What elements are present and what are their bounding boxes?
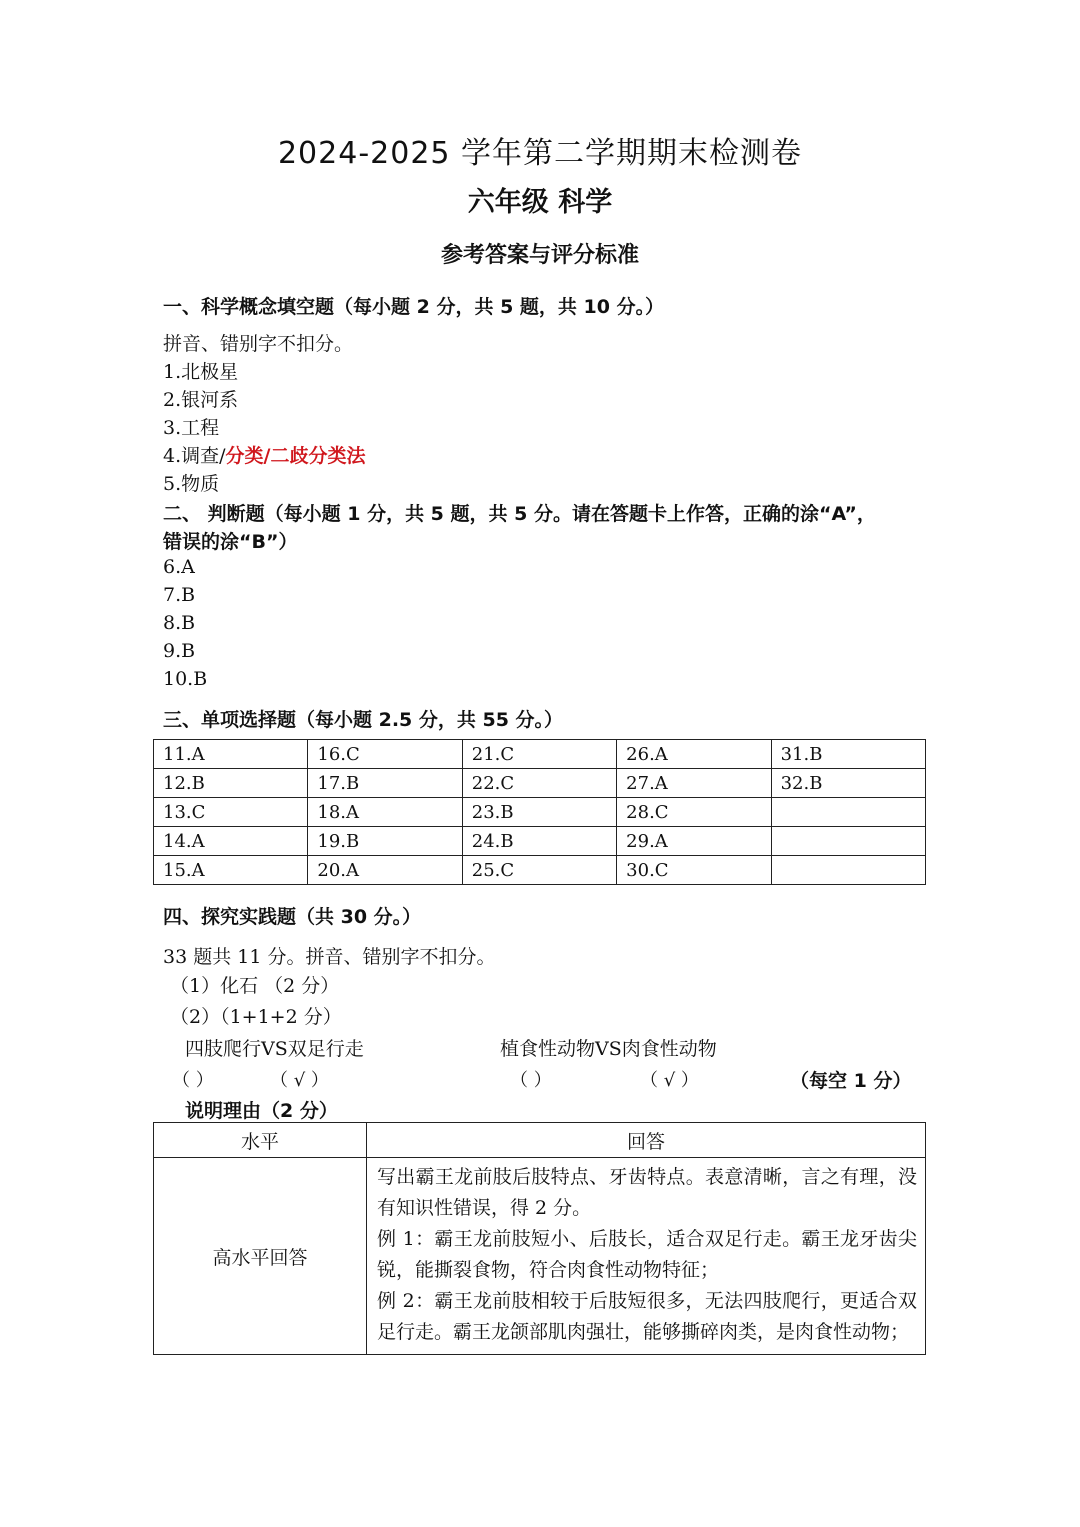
answer-10: 10.B [163,668,208,690]
table-cell [771,798,925,827]
table-cell: 23.B [462,798,616,827]
table-cell: 27.A [617,769,771,798]
table-cell: 16.C [308,740,462,769]
table-cell: 26.A [617,740,771,769]
answer-2: 2.银河系 [163,389,239,411]
table-cell: 19.B [308,827,462,856]
table-cell: 17.B [308,769,462,798]
answer-4-text: 4.调查/ [163,445,226,467]
left-choice-b: （ √ ） [270,1070,329,1091]
section2-heading: 二、 判断题（每小题 1 分，共 5 题，共 5 分。请在答题卡上作答，正确的涂“A”， [163,503,876,525]
table-cell: 20.A [308,856,462,885]
table-cell [771,827,925,856]
answer-8: 8.B [163,612,196,634]
answer-3: 3.工程 [163,417,220,439]
section4-heading: 四、探究实践题（共 30 分。） [163,906,422,928]
table-cell [771,856,925,885]
choice-answer-table [153,739,926,885]
compare-right-label: 植食性动物VS肉食性动物 [500,1038,717,1060]
answer-4-highlight: 分类/二歧分类法 [225,445,366,467]
page-title: 2024-2025 学年第二学期期末检测卷 [277,136,803,171]
answer-6: 6.A [163,556,195,578]
table-header-row [154,1123,926,1158]
column-header-level: 水平 [154,1123,367,1158]
table-cell: 21.C [462,740,616,769]
answer-1: 1.北极星 [163,361,239,383]
answer-7: 7.B [163,584,196,606]
column-header-answer: 回答 [367,1123,926,1158]
table-cell: 30.C [617,856,771,885]
right-choice-b: （ √ ） [640,1070,699,1091]
rubric-example-2: 例 2：霸王龙前肢相较于后肢短很多，无法四肢爬行，更适合双足行走。霸王龙颌部肌肉强壮，能够撕碎肉类，是肉食性动物； [377,1290,917,1343]
left-choice-a: （ ） [172,1070,214,1091]
compare-left-label: 四肢爬行VS双足行走 [185,1038,364,1060]
table-cell: 25.C [462,856,616,885]
table-cell: 11.A [154,740,308,769]
table-cell: 28.C [617,798,771,827]
table-cell: 24.B [462,827,616,856]
doc-type-heading: 参考答案与评分标准 [440,243,639,268]
rubric-example-1: 例 1：霸王龙前肢短小、后肢长，适合双足行走。霸王龙牙齿尖锐，能撕裂食物，符合肉食性动物特征； [377,1228,917,1281]
table-row [154,1158,926,1355]
table-row [154,827,926,856]
section1-heading: 一、科学概念填空题（每小题 2 分，共 5 题，共 10 分。） [163,296,665,318]
table-row [154,740,926,769]
section1-note: 拼音、错别字不扣分。 [163,333,354,355]
table-row [154,856,926,885]
per-blank-score: （每空 1 分） [790,1070,912,1092]
table-cell: 14.A [154,827,308,856]
rubric-answer [367,1158,926,1355]
table-cell: 12.B [154,769,308,798]
answer-9: 9.B [163,640,196,662]
table-cell: 32.B [771,769,925,798]
table-cell: 31.B [771,740,925,769]
grade-subject: 六年级 科学 [467,187,613,218]
table-row [154,798,926,827]
right-choice-a: （ ） [510,1070,552,1091]
q33-part1: （1）化石 （2 分） [170,975,340,997]
table-cell: 13.C [154,798,308,827]
answer-4 [163,441,365,468]
reason-heading: 说明理由（2 分） [185,1100,338,1122]
rubric-table [153,1122,926,1355]
rubric-criteria: 写出霸王龙前肢后肢特点、牙齿特点。表意清晰，言之有理，没有知识性错误，得 2 分。 [377,1166,917,1219]
table-row [154,769,926,798]
answer-5: 5.物质 [163,473,220,495]
rubric-level: 高水平回答 [154,1158,367,1355]
table-cell: 22.C [462,769,616,798]
table-cell: 15.A [154,856,308,885]
table-cell: 29.A [617,827,771,856]
q33-note: 33 题共 11 分。拼音、错别字不扣分。 [163,946,496,968]
section3-heading: 三、单项选择题（每小题 2.5 分，共 55 分。） [163,709,564,731]
section2-heading-cont: 错误的涂“B”） [163,531,298,553]
q33-part2: （2）（1+1+2 分） [170,1006,342,1028]
table-cell: 18.A [308,798,462,827]
